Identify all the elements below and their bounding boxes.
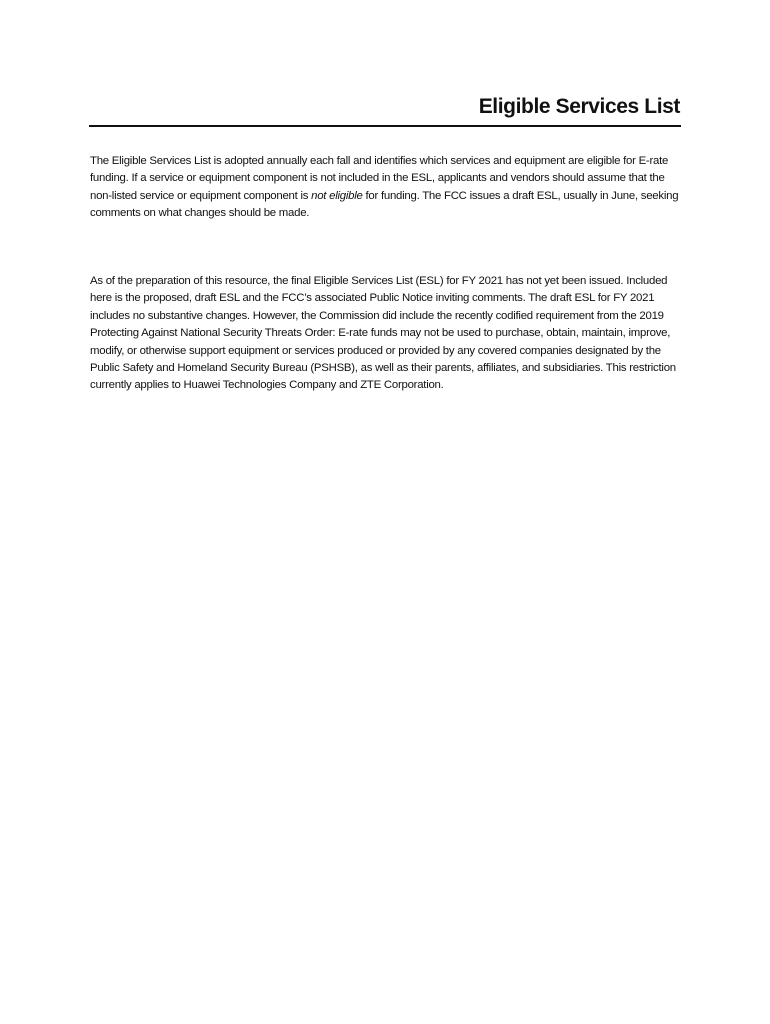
page-title: Eligible Services List: [478, 95, 680, 118]
intro-text-start: The Eligible Services List is adopted annually each fall and identifies which services and equipment are eligible for E-rate funding. If a service or equipment component is not included in the ESL, applicants and vendors should assume that the non-listed service or equipment component is: [90, 155, 669, 202]
title-underline-divider: [89, 125, 681, 127]
not-eligible-emphasis: not eligible: [311, 189, 363, 202]
status-paragraph: As of the preparation of this resource, the final Eligible Services List (ESL) for FY 2021 has not yet been issued. Included here is the proposed, draft ESL and the FCC’s associated Public Notice inviting comments. The draft ESL for FY 2021 includes no substantive changes. However, the Commission did include the recently codified requirement from the 2019 Protecting Against National Security Threats Order: E-rate funds may not be used to purchase, obtain, maintain, improve, modify, or otherwise support equipment or services produced or provided by any covered companies designated by the Public Safety and Homeland Security Bureau (PSHSB), as well as their parents, affiliates, and subsidiaries. This restriction currently applies to Huawei Technologies Company and ZTE Corporation.: [90, 275, 676, 392]
intro-text-end: for funding. The FCC issues a draft ESL, usually in June, seeking comments on what changes should be made.: [90, 189, 679, 220]
intro-paragraph: [90, 153, 682, 223]
